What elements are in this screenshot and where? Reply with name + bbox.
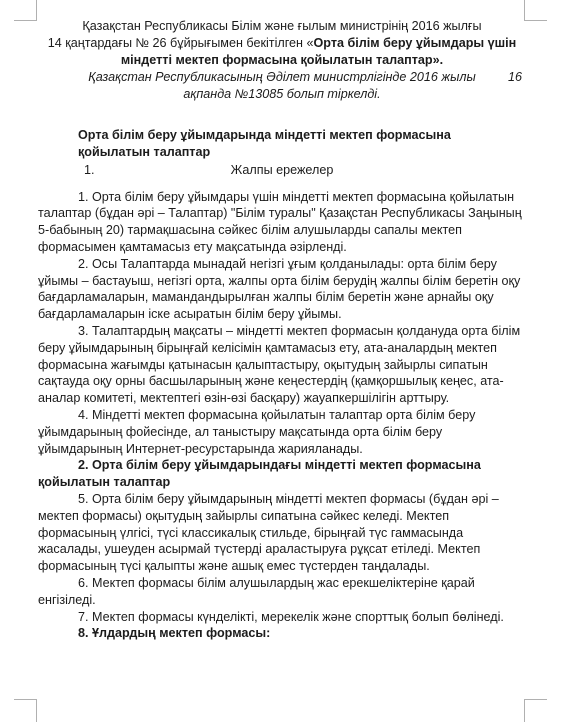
header-line2-prefix: 14 қаңтардағы № 26 бұйрығымен бекітілген « <box>47 35 314 50</box>
header-line2-suffix: ». <box>432 52 444 67</box>
paragraph-7: 7. Мектеп формасы күнделікті, мерекелік және спорттық болып бөлінеді. <box>78 609 504 624</box>
registration-note <box>38 69 526 103</box>
header-line2-bold: Орта білім беру ұйымдары үшін міндетті мектеп формасына қойылатын талаптар <box>120 35 517 67</box>
section-1-number: 1. <box>84 162 95 177</box>
registration-number: 16 <box>507 70 522 85</box>
paragraph-6: 6. Мектеп формасы білім алушылардың жас ерекшеліктеріне қарай енгізіледі. <box>38 575 475 607</box>
paragraph-1: 1. Орта білім беру ұйымдары үшін міндетті мектеп формасына қойылатын талаптар (бұдан әрі – Талаптар) "Білім туралы" Қазақстан Республикасы Заңының 5-бабының 20) тармақшасына сәйкес білім алушыларды сапалы мектеп формасымен қамтамасыз ету мақсатында әзірленді. <box>38 189 522 254</box>
paragraph-2: 2. Осы Талаптарда мынадай негізгі ұғым қолданылады: орта білім беру ұйымы – бастауыш, негізгі орта, жалпы орта білім берудің жалпы білім беретін оқу бағдарламаларын, мамандандырылған жалпы білім беретін және арнайы оқу бағдарламаларын іске асыратын білім беру ұйымы. <box>38 256 521 322</box>
section-1-title: Жалпы ережелер <box>230 162 334 177</box>
page-corner-mark <box>14 699 37 722</box>
registration-text-line2: ақпанда №13085 болып тіркелді. <box>183 87 381 102</box>
document-title: Орта білім беру ұйымдарында міндетті мектеп формасына қойылатын талаптар <box>78 127 451 159</box>
item-8-heading: 8. Ұлдардың мектеп формасы: <box>78 626 271 641</box>
paragraph-3: 3. Талаптардың мақсаты – міндетті мектеп формасын қолдануда орта білім беру ұйымдарының бірыңғай келісімін қамтамасыз ету, ата-аналардың мектеп формасына жағымды қатынасын қалыптастыру, оқытудың зайырлы сипатын сақтауда оқу орны басшыларының және кеңестердің (қамқоршылық кеңес, ата-аналар комитеті, мектептегі өзін-өзі басқару) жауапкершілігін арттыру. <box>38 323 521 406</box>
approval-header <box>38 18 526 68</box>
header-line1: Қазақстан Республикасы Білім және ғылым министрінің 2016 жылғы <box>82 19 482 33</box>
page-corner-mark <box>14 0 37 21</box>
registration-text: Қазақстан Республикасының Әділет министрлігінде 2016 жылы <box>88 70 476 85</box>
page-corner-mark <box>524 0 547 21</box>
paragraph-4: 4. Міндетті мектеп формасына қойылатын талаптар орта білім беру ұйымдарының фойесінде, ал таныстыру мақсатында орта білім беру ұйымдарының Интернет-ресурстарында жарияланады. <box>38 407 476 456</box>
section-1-heading <box>38 162 526 179</box>
document-page <box>38 18 526 642</box>
section-2-heading: 2. Орта білім беру ұйымдарындағы міндетті мектеп формасына қойылатын талаптар <box>38 458 481 490</box>
page-corner-mark <box>524 699 547 722</box>
paragraph-5: 5. Орта білім беру ұйымдарының міндетті мектеп формасы (бұдан әрі – мектеп формасы) оқытудың зайырлы сипатына сәйкес келеді. Мектеп формасының үлгісі, түсі классикалық стильде, бірыңғай түс гаммасында жасалады, ушеуден асырмай түстерді араластыруға рұқсат етіледі. Мектеп формасының түсі қалыпты және ашық емес түстерден таңдалады. <box>38 491 499 574</box>
